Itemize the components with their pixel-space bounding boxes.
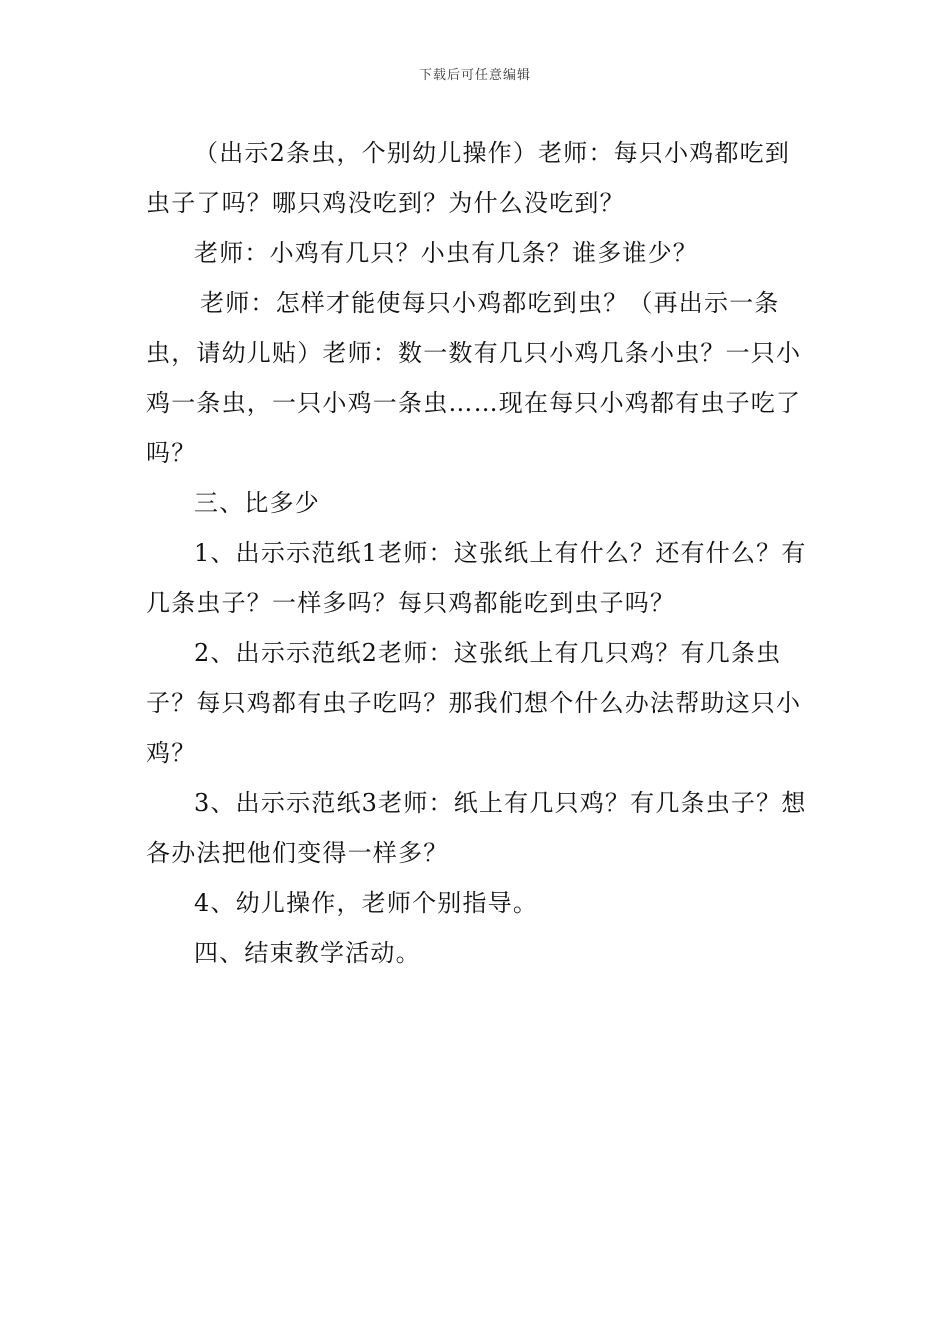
section-heading-end: 四、结束教学活动。 xyxy=(194,939,421,967)
list-item-step-1: 1、出示示范纸1老师：这张纸上有什么？还有什么？有几条虫子？一样多吗？每只鸡都能吃到虫子吗？ xyxy=(146,539,807,617)
paragraph-teacher-question-feed: 老师：怎样才能使每只小鸡都吃到虫？（再出示一条虫，请幼儿贴）老师：数一数有几只小鸡几条小虫？一只小鸡一条虫，一只小鸡一条虫……现在每只小鸡都有虫子吃了吗？ xyxy=(146,289,802,467)
list-item-step-2: 2、出示示范纸2老师：这张纸上有几只鸡？有几条虫子？每只鸡都有虫子吃吗？那我们想个什么办法帮助这只小鸡？ xyxy=(146,639,802,767)
section-heading-compare: 三、比多少 xyxy=(194,489,320,517)
paragraph-teacher-question-count: 老师：小鸡有几只？小虫有几条？谁多谁少？ xyxy=(194,239,698,267)
document-body xyxy=(146,128,812,978)
list-item-step-3: 3、出示示范纸3老师：纸上有几只鸡？有几条虫子？想各办法把他们变得一样多？ xyxy=(146,789,807,867)
list-item-step-4: 4、幼儿操作，老师个别指导。 xyxy=(194,889,539,917)
paragraph-show-two-worms: （出示2条虫，个别幼儿操作）老师：每只小鸡都吃到虫子了吗？哪只鸡没吃到？为什么没吃到？ xyxy=(146,139,791,217)
page-header-note: 下载后可任意编辑 xyxy=(418,68,531,83)
